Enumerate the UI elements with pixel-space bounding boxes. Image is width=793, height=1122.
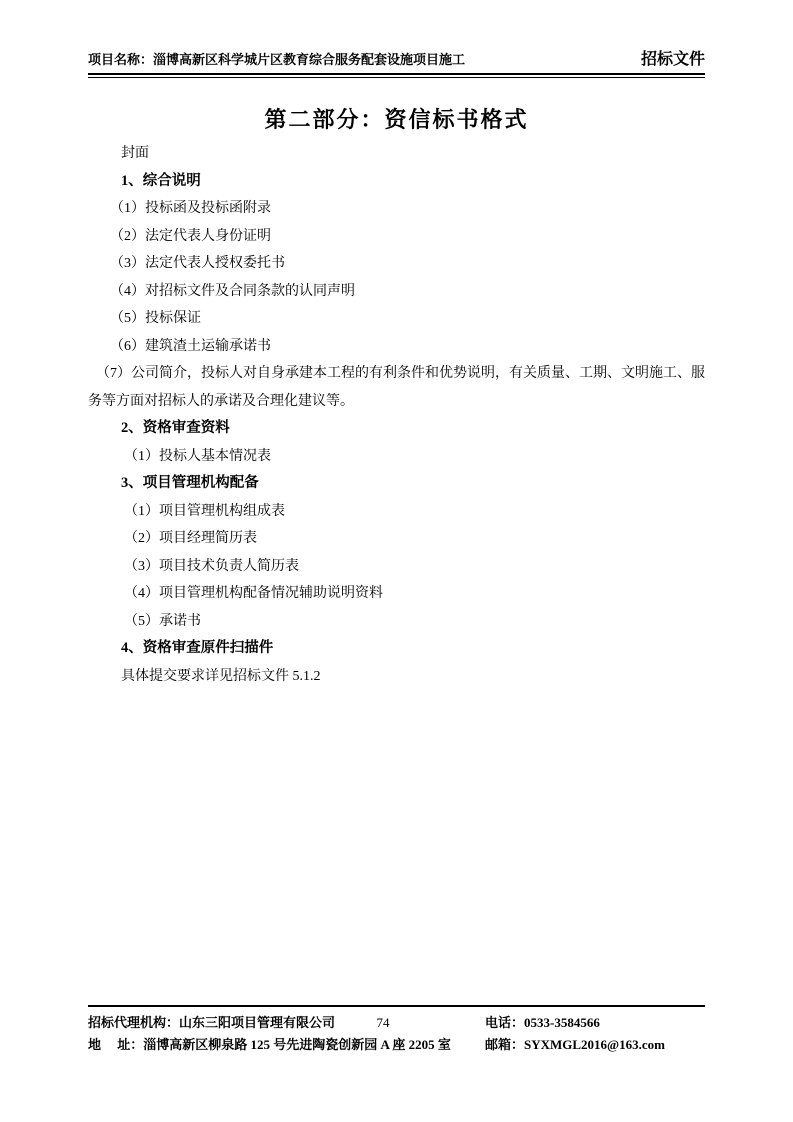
heading-project-management-setup: 3、项目管理机构配备 (121, 475, 259, 491)
item-legal-rep-identity: （2）法定代表人身份证明 (110, 228, 271, 244)
para-company-profile: （7）公司简介，投标人对自身承建本工程的有利条件和优势说明，有关质量、工期、文明施工、服务等方面对招标人的承诺及合理化建议等。 (88, 366, 705, 409)
item-supporting-materials: （4）项目管理机构配备情况辅助说明资料 (124, 586, 383, 601)
header-doc-type: 招标文件 (640, 51, 705, 68)
document-body (88, 104, 705, 690)
page-footer (88, 1005, 705, 1056)
heading-general-notes: 1、综合说明 (121, 172, 201, 189)
footer-email: 邮箱：SYXMGL2016@163.com (485, 1037, 666, 1052)
item-bidder-basic-info-table: （1）投标人基本情况表 (124, 448, 271, 464)
footer-page-number: 74 (376, 1015, 390, 1030)
item-waste-transport-commitment: （6）建筑渣土运输承诺书 (110, 338, 271, 354)
footer-phone: 电话：0533-3584566 (485, 1015, 600, 1030)
item-project-manager-resume: （2）项目经理简历表 (124, 531, 257, 546)
footer-agency: 招标代理机构：山东三阳项目管理有限公司 (88, 1015, 336, 1030)
footer-address: 地 址：淄博高新区柳泉路 125 号先进陶瓷创新园 A 座 2205 室 (88, 1037, 451, 1052)
footer-divider (88, 1005, 705, 1007)
line-cover: 封面 (121, 146, 149, 161)
header-project-name: 项目名称：淄博高新区科学城片区教育综合服务配套设施项目施工 (88, 52, 466, 67)
item-agreement-statement: （4）对招标文件及合同条款的认同声明 (110, 283, 355, 299)
item-commitment-letter: （5）承诺书 (124, 613, 201, 629)
item-management-org-table: （1）项目管理机构组成表 (124, 503, 285, 519)
page-header (88, 50, 705, 78)
header-divider (88, 73, 705, 78)
item-technical-lead-resume: （3）项目技术负责人简历表 (124, 558, 299, 574)
heading-qualification-review-docs: 2、资格审查资料 (121, 420, 230, 436)
item-power-of-attorney: （3）法定代表人授权委托书 (110, 256, 285, 271)
heading-original-scan-copies: 4、资格审查原件扫描件 (121, 640, 274, 656)
note-submission-requirements: 具体提交要求详见招标文件 5.1.2 (121, 668, 321, 684)
section-title: 第二部分：资信标书格式 (264, 107, 529, 132)
item-bid-letter-and-appendix: （1）投标函及投标函附录 (110, 201, 271, 216)
item-bid-guarantee: （5）投标保证 (110, 311, 201, 326)
